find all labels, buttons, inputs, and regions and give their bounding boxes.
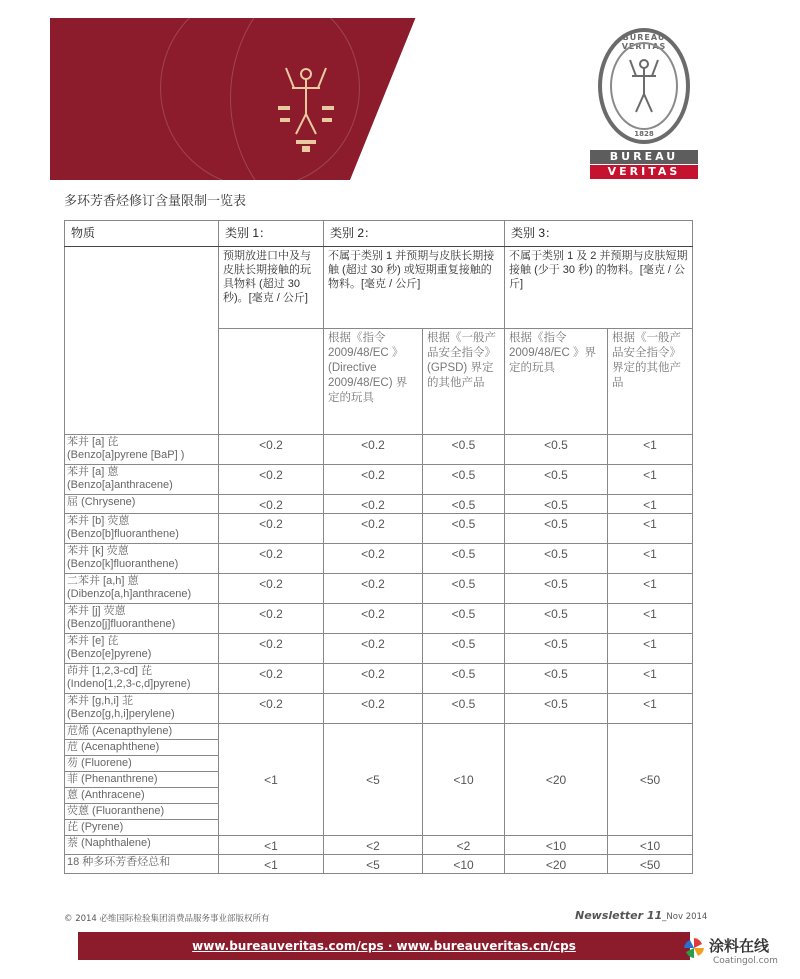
value-cell: <0.2 [219,604,324,634]
value-cell: <0.2 [219,694,324,724]
copyright-text: © 2014 必维国际检验集团消费品服务事业部版权所有 [64,914,270,924]
logo-seal [598,28,690,144]
substance-name: 菲 (Phenanthrene) [65,772,219,788]
table-row [65,544,693,574]
table-row [65,836,693,855]
watermark-url: Coatingol.com [713,956,778,966]
value-cell: <0.5 [423,544,505,574]
value-cell: <0.5 [423,495,505,514]
value-cell: <0.2 [219,544,324,574]
value-cell: <0.2 [324,465,423,495]
substance-name-en: (Benzo[e]pyrene) [67,648,152,660]
value-cell: <1 [608,694,693,724]
substance-name [65,544,219,574]
substance-name-en: (Indeno[1,2,3-c,d]pyrene) [67,678,191,690]
logo-figure-icon [624,54,664,120]
bureau-veritas-logo [588,28,700,178]
table-row [65,604,693,634]
substance-name-en: (Benzo[k]fluoranthene) [67,558,179,570]
header-substance: 物质 [65,221,219,247]
value-cell: <0.2 [219,574,324,604]
substance-name-cn: 苯并 [a] 芘 [67,436,119,448]
value-cell: <0.5 [505,514,608,544]
substance-name-cn: 二苯并 [a,h] 蒽 [67,575,139,587]
pah-group-rows [65,724,693,836]
value-cell: <50 [608,855,693,874]
value-cell: <0.5 [505,634,608,664]
substance-header-blank [65,247,219,435]
value-cell: <20 [505,855,608,874]
substance-name: 苊 (Acenaphthene) [65,740,219,756]
value-cell: <0.5 [505,544,608,574]
naphthalene-name: 萘 (Naphthalene) [65,836,219,855]
footer-urls-link[interactable]: www.bureauveritas.com/cps · www.bureauveritas.cn/cps [192,939,576,953]
substance-name-cn: 屈 (Chrysene) [67,496,136,508]
value-cell: <0.2 [324,694,423,724]
value-cell: <0.2 [324,514,423,544]
value-cell: <0.5 [423,664,505,694]
value-cell: <0.2 [324,435,423,465]
watermark-name: 涂料在线 [709,937,770,955]
newsletter-title: Newsletter 11 [575,909,663,922]
limits-table [64,220,693,874]
value-cell: <2 [423,836,505,855]
value-cell: <0.5 [423,574,505,604]
value-cell: <1 [608,574,693,604]
value-cell: <0.2 [324,634,423,664]
substance-name-cn: 苯并 [a] 蒽 [67,466,119,478]
value-cell: <0.2 [324,574,423,604]
value-cell: <0.5 [505,574,608,604]
substance-name [65,574,219,604]
substance-name-cn: 苯并 [e] 芘 [67,635,119,647]
value-cell: <2 [324,836,423,855]
pah-rows [65,435,693,724]
value-cell: <0.2 [219,634,324,664]
substance-name [65,694,219,724]
value-cell: <0.5 [423,694,505,724]
value-cell: <1 [608,514,693,544]
value-cell: <10 [505,836,608,855]
value-cell: <5 [324,855,423,874]
category-1-sub-blank [219,329,324,435]
value-cell: <0.5 [505,435,608,465]
logo-wordmark-bureau: BUREAU [590,150,698,164]
value-cell: <0.5 [423,465,505,495]
substance-name-en: (Benzo[j]fluoranthene) [67,618,176,630]
value-cell: <0.2 [219,435,324,465]
pah-limits-table [64,220,692,874]
substance-name-en: (Dibenzo[a,h]anthracene) [67,588,192,600]
substance-name [65,634,219,664]
newsletter-label [575,909,707,922]
substance-name-cn: 茚并 [1,2,3-cd] 芘 [67,665,152,677]
header-category-3: 类别 3： [505,221,693,247]
table-row [65,495,693,514]
value-cell: <0.5 [423,435,505,465]
value-cell: <0.5 [505,465,608,495]
substance-name-cn: 苯并 [k] 荧蒽 [67,545,129,557]
category-3-toys-subheader: 根据《指令 2009/48/EC 》界定的玩具 [505,329,608,435]
category-3-description: 不属于类别 1 及 2 并预期与皮肤短期接触 (少于 30 秒) 的物料。[毫克 / 公斤] [505,247,693,329]
value-cell: <0.5 [423,634,505,664]
logo-seal-text: BUREAU VERITAS [621,33,667,51]
footer-url-bar [78,932,690,960]
value-cell: <0.5 [505,694,608,724]
table-row [65,465,693,495]
group-value-cell: <1 [219,724,324,836]
substance-name-cn: 苯并 [b] 荧蒽 [67,515,130,527]
substance-name: 苊烯 (Acenapthylene) [65,724,219,740]
substance-name [65,604,219,634]
group-value-cell: <10 [423,724,505,836]
value-cell: <0.2 [219,495,324,514]
category-1-description: 预期放进口中及与皮肤长期接触的玩具物料 (超过 30 秒)。[毫克 / 公斤] [219,247,324,329]
substance-name: 芴 (Fluorene) [65,756,219,772]
value-cell: <1 [608,634,693,664]
value-cell: <0.5 [505,604,608,634]
substance-name-cn: 苯并 [g,h,i] 苝 [67,695,134,707]
table-row [65,634,693,664]
logo-year: 1828 [634,130,654,138]
substance-name-en: (Benzo[a]pyrene [BaP] ) [67,449,185,461]
substance-name-cn: 苯并 [j] 荧蒽 [67,605,126,617]
table-description-row [65,247,693,329]
table-row [65,574,693,604]
table-row [65,724,693,740]
table-header-row [65,221,693,247]
substance-name [65,514,219,544]
substance-name [65,664,219,694]
table-row [65,435,693,465]
table-row [65,514,693,544]
table-row [65,855,693,874]
value-cell: <0.5 [505,495,608,514]
substance-name [65,465,219,495]
value-cell: <1 [608,664,693,694]
value-cell: <10 [423,855,505,874]
document-title: 多环芳香烃修订含量限制一览表 [64,194,247,209]
group-value-cell: <5 [324,724,423,836]
logo-wordmark-veritas: VERITAS [590,165,698,179]
value-cell: <0.2 [219,514,324,544]
bureau-veritas-emblem-icon [272,58,340,154]
value-cell: <0.2 [219,664,324,694]
substance-name-en: (Benzo[g,h,i]perylene) [67,708,175,720]
substance-name [65,435,219,465]
value-cell: <0.5 [423,514,505,544]
value-cell: <1 [219,836,324,855]
table-row [65,664,693,694]
group-value-cell: <20 [505,724,608,836]
total-name: 18 种多环芳香烃总和 [65,855,219,874]
value-cell: <0.5 [505,664,608,694]
table-row [65,694,693,724]
value-cell: <0.2 [324,544,423,574]
newsletter-date: _Nov 2014 [662,912,708,922]
site-watermark [683,935,795,975]
value-cell: <1 [608,435,693,465]
value-cell: <1 [608,544,693,574]
group-value-cell: <50 [608,724,693,836]
substance-name-en: (Benzo[a]anthracene) [67,479,173,491]
header-category-1: 类别 1： [219,221,324,247]
value-cell: <1 [608,495,693,514]
value-cell: <0.2 [219,465,324,495]
value-cell: <1 [608,465,693,495]
substance-name [65,495,219,514]
value-cell: <0.2 [324,604,423,634]
header-banner [50,18,498,180]
substance-name-en: (Benzo[b]fluoranthene) [67,528,179,540]
value-cell: <1 [219,855,324,874]
pinwheel-logo-icon [683,937,705,959]
value-cell: <0.5 [423,604,505,634]
value-cell: <1 [608,604,693,634]
header-category-2: 类别 2： [324,221,505,247]
category-2-toys-subheader: 根据《指令 2009/48/EC 》(Directive 2009/48/EC) 界定的玩具 [324,329,423,435]
category-2-other-subheader: 根据《一般产品安全指令》(GPSD) 界定的其他产品 [423,329,505,435]
category-2-description: 不属于类别 1 并预期与皮肤长期接触 (超过 30 秒) 或短期重复接触的物料。[毫克 / 公斤] [324,247,505,329]
value-cell: <0.2 [324,664,423,694]
value-cell: <10 [608,836,693,855]
substance-name: 荧蒽 (Fluoranthene) [65,804,219,820]
substance-name: 芘 (Pyrene) [65,820,219,836]
value-cell: <0.2 [324,495,423,514]
substance-name: 蒽 (Anthracene) [65,788,219,804]
category-3-other-subheader: 根据《一般产品安全指令》界定的其他产品 [608,329,693,435]
